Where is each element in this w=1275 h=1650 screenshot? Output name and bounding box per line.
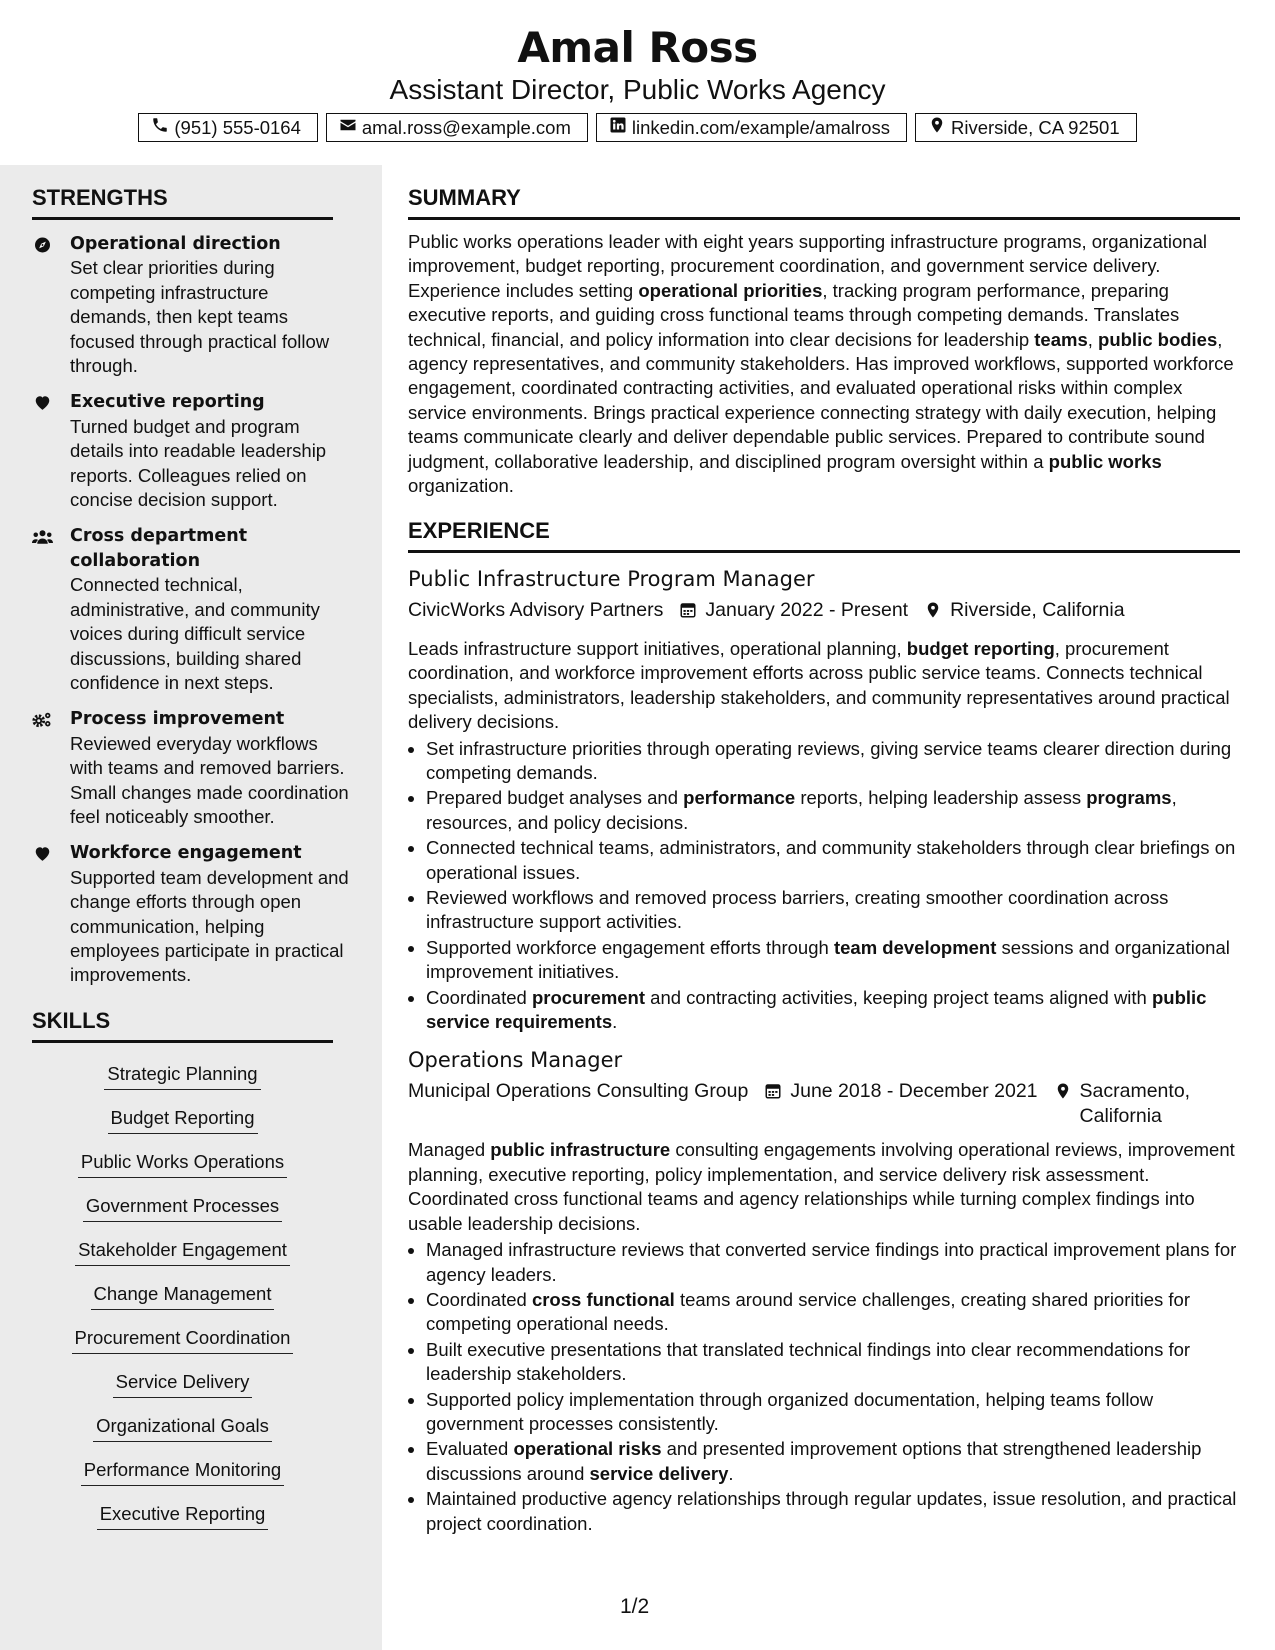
strength-title: Cross department collaboration <box>70 526 248 571</box>
calendar-icon <box>679 598 697 627</box>
map-pin-icon <box>924 598 942 627</box>
linkedin-icon <box>609 116 627 139</box>
skill-tag: Organizational Goals <box>93 1413 272 1442</box>
contact-email[interactable] <box>326 113 588 142</box>
envelope-icon <box>339 116 357 139</box>
job-meta <box>408 598 1240 627</box>
job-description: Managed public infrastructure consulting engagements involving operational reviews, improvement planning, executive reporting, policy implementation, and service delivery risk assessment. Coordinated cross functional teams and agency relationships while turning complex findings into usable leadership decisions. <box>408 1139 1235 1234</box>
phone-icon <box>151 116 169 139</box>
strength-text: Turned budget and program details into readable leadership reports. Colleagues relied on concise decision support. <box>70 415 327 511</box>
bullet-item: • Maintained productive agency relationships through regular updates, issue resolution, and practical project coordination. <box>426 1487 1240 1536</box>
company-name: Municipal Operations Consulting Group <box>408 1080 749 1103</box>
job-location: Riverside, California <box>950 599 1125 622</box>
job-entry <box>408 1046 1240 1536</box>
skill-tag: Executive Reporting <box>97 1501 269 1530</box>
job-dates: January 2022 - Present <box>705 599 909 622</box>
map-pin-icon <box>1054 1079 1072 1108</box>
bullet-item: • Set infrastructure priorities through operating reviews, giving service teams clearer direction during competing demands. <box>426 737 1240 786</box>
location-text: Riverside, CA 92501 <box>950 116 1120 138</box>
strength-text: Set clear priorities during competing infrastructure demands, then kept teams focused through practical follow through. <box>70 257 330 377</box>
heart-icon <box>32 841 70 987</box>
calendar-icon <box>764 1079 782 1108</box>
heart-icon <box>32 390 70 512</box>
job-title: Operations Manager <box>408 1048 623 1073</box>
job-meta <box>408 1079 1240 1128</box>
strength-title: Operational direction <box>70 234 281 254</box>
strength-item <box>32 390 352 512</box>
skill-tag: Performance Monitoring <box>81 1457 284 1486</box>
compass-icon <box>32 232 70 378</box>
phone-text: (951) 555-0164 <box>174 116 301 138</box>
linkedin-text: linkedin.com/example/amalross <box>631 116 890 138</box>
page-number: 1/2 <box>620 1595 650 1618</box>
strength-text: Reviewed everyday workflows with teams and removed barriers. Small changes made coordination feel noticeably smoother. <box>70 732 349 827</box>
email-text: amal.ross@example.com <box>361 116 571 138</box>
skill-tag: Public Works Operations <box>78 1149 287 1178</box>
skill-tag: Procurement Coordination <box>72 1325 294 1354</box>
contact-bar <box>0 113 1275 142</box>
bullet-item: • Managed infrastructure reviews that converted service findings into practical improvement plans for agency leaders. <box>426 1238 1240 1287</box>
bullet-item: • Connected technical teams, administrators, and community stakeholders through clear briefings on operational issues. <box>426 836 1240 885</box>
strength-text: Supported team development and change efforts through open communication, helping employees participate in practical improvements. <box>70 866 349 986</box>
strength-item <box>32 232 352 378</box>
candidate-title: Assistant Director, Public Works Agency <box>389 74 886 105</box>
strength-title: Workforce engagement <box>70 843 302 864</box>
strength-item <box>32 524 352 695</box>
sidebar <box>0 165 382 1650</box>
job-dates: June 2018 - December 2021 <box>790 1080 1038 1103</box>
main-column <box>408 165 1240 1650</box>
skill-tag: Service Delivery <box>113 1369 253 1398</box>
skill-tag: Stakeholder Engagement <box>75 1237 290 1266</box>
users-icon <box>32 524 70 695</box>
strengths-heading: STRENGTHS <box>32 183 333 220</box>
skills-heading: SKILLS <box>32 1006 333 1043</box>
contact-location <box>915 113 1137 142</box>
bullet-item: • Supported policy implementation through organized documentation, helping teams follow government processes consistently. <box>426 1388 1240 1437</box>
contact-phone[interactable] <box>138 113 318 142</box>
skill-tag: Strategic Planning <box>104 1061 260 1090</box>
strength-item <box>32 841 352 987</box>
experience-heading: EXPERIENCE <box>408 516 1240 553</box>
job-description: Leads infrastructure support initiatives, operational planning, budget reporting, procurement coordination, and workforce improvement efforts across public service teams. Connects technical specialists, administrators, leadership stakeholders, and community representatives around practical delivery decisions. <box>408 637 1230 733</box>
strength-text: Connected technical, administrative, and community voices during difficult service discussions, building shared confidence in next steps. <box>70 574 320 693</box>
bullet-item: • Coordinated cross functional teams around service challenges, creating shared priorities for competing operational needs. <box>426 1288 1240 1337</box>
summary-text: Public works operations leader with eight years supporting infrastructure programs, organizational improvement, budget reporting, procurement coordination, and government service delivery. Experience includes setting operational priorities, tracking program performance, preparing executive reports, and guiding cross functional teams through competing demands. Translates technical, financial, and policy information into clear decisions for leadership teams, public bodies, agency representatives, and community stakeholders. Has improved workflows, supported workforce engagement, coordinated contracting activities, and evaluated operational risks within complex service environments. Brings practical experience connecting strategy with daily execution, helping teams communicate clearly and deliver dependable public services. Prepared to contribute sound judgment, collaborative leadership, and disciplined program oversight within a public works organization. <box>408 231 1234 497</box>
job-bullets <box>408 1238 1240 1536</box>
skill-tag: Budget Reporting <box>108 1105 258 1134</box>
map-pin-icon <box>928 116 946 139</box>
bullet-item: • Prepared budget analyses and performance reports, helping leadership assess programs, resources, and policy decisions. <box>426 786 1240 835</box>
gears-icon <box>32 707 70 829</box>
bullet-item: • Built executive presentations that translated technical findings into clear recommendations for leadership stakeholders. <box>426 1338 1240 1387</box>
job-location: Sacramento, California <box>1079 1080 1191 1127</box>
bullet-item: • Evaluated operational risks and presented improvement options that strengthened leadership discussions around service delivery. <box>426 1437 1240 1486</box>
contact-linkedin[interactable] <box>596 113 907 142</box>
summary-heading: SUMMARY <box>408 183 1240 220</box>
bullet-item: • Coordinated procurement and contracting activities, keeping project teams aligned with public service requirements. <box>426 986 1240 1035</box>
strength-title: Executive reporting <box>70 392 265 413</box>
bullet-item: • Reviewed workflows and removed process barriers, creating smoother coordination across infrastructure support activities. <box>426 886 1240 935</box>
strength-title: Process improvement <box>70 709 285 730</box>
skill-tag: Government Processes <box>83 1193 282 1222</box>
strength-item <box>32 707 352 829</box>
skill-tag: Change Management <box>91 1281 275 1310</box>
job-title: Public Infrastructure Program Manager <box>408 567 815 592</box>
skills-list <box>32 1061 333 1545</box>
job-bullets <box>408 737 1240 1035</box>
bullet-item: • Supported workforce engagement efforts through team development sessions and organizational improvement initiatives. <box>426 936 1240 985</box>
company-name: CivicWorks Advisory Partners <box>408 599 664 622</box>
candidate-name: Amal Ross <box>517 23 758 72</box>
job-entry <box>408 565 1240 1034</box>
